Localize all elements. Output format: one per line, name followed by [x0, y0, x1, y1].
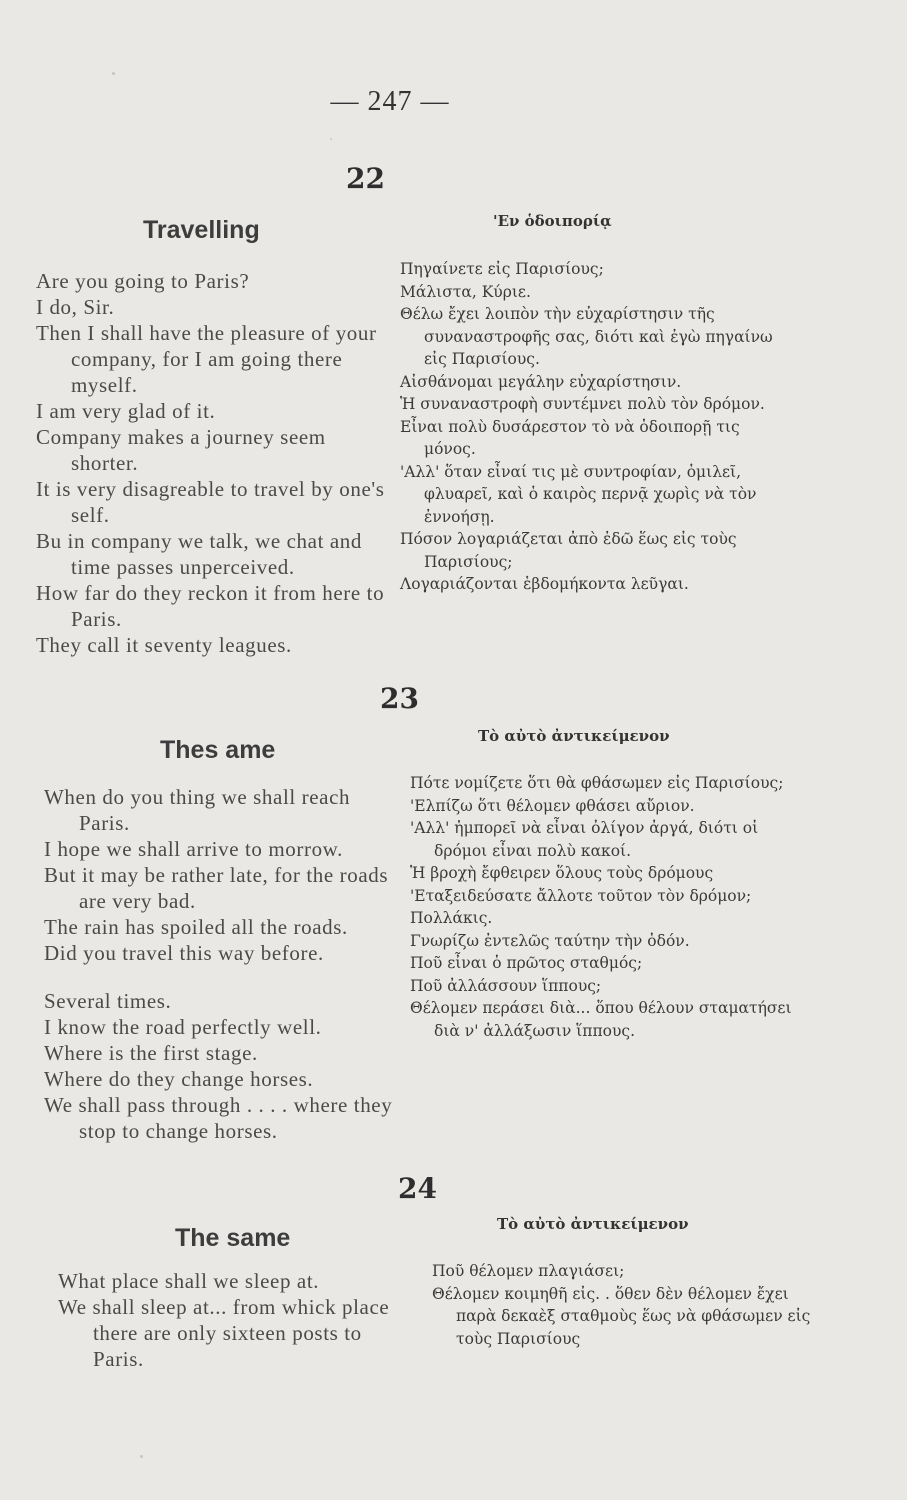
section-number-23: 23 — [380, 682, 419, 715]
greek-line: Θέλομεν περάσει διὰ... ὅπου θέλουν σταματήσει διὰ ν' ἀλλάξωσιν ἵππους. — [410, 999, 792, 1040]
greek-line: Ποῦ εἶναι ὁ πρῶτος σταθμός; — [410, 954, 643, 972]
english-line: How far do they reckon it from here to Paris. — [36, 581, 385, 631]
page-number: — 247 — — [330, 86, 450, 117]
english-line: Company makes a journey seem shorter. — [36, 425, 326, 475]
english-line: They call it seventy leagues. — [36, 633, 292, 657]
greek-line: Θέλω ἔχει λοιπὸν τὴν εὐχαρίστησιν τῆς συναναστροφῆς σας, διότι καὶ ἐγὼ πηγαίνω εἰς Παρισίους. — [400, 305, 773, 368]
english-line: Where is the first stage. — [44, 1041, 258, 1065]
english-lines-23 — [44, 784, 400, 1144]
english-line: I am very glad of it. — [36, 399, 216, 423]
greek-line: Πόσον λογαριάζεται ἀπὸ ἐδῶ ἕως εἰς τοὺς Παρισίους; — [400, 530, 737, 571]
section-title-english: The same — [175, 1224, 291, 1252]
greek-line: Ποῦ θέλομεν πλαγιάσει; — [432, 1262, 625, 1280]
section-title-greek: Τὸ αὐτὸ ἀντικείμενον — [478, 727, 670, 745]
english-line: Are you going to Paris? — [36, 269, 250, 293]
greek-lines-22 — [400, 258, 790, 596]
greek-line: 'Αλλ' ἠμπορεῖ νὰ εἶναι ὀλίγον ἀργά, διότι οἱ δρόμοι εἶναι πολὺ κακοί. — [410, 819, 759, 860]
english-line: Bu in company we talk, we chat and time passes unperceived. — [36, 529, 362, 579]
greek-line: Γνωρίζω ἐντελῶς ταύτην τὴν ὁδόν. — [410, 931, 690, 950]
english-line: The rain has spoiled all the roads. — [44, 915, 348, 939]
section-title-greek: Τὸ αὐτὸ ἀντικείμενον — [497, 1215, 689, 1233]
english-line: I do, Sir. — [36, 295, 115, 319]
english-lines-24 — [58, 1268, 410, 1372]
english-line: Then I shall have the pleasure of your company, for I am going there myself. — [36, 321, 377, 397]
section-title-english: Travelling — [143, 216, 260, 244]
english-line: Where do they change horses. — [44, 1067, 314, 1091]
english-line: We shall pass through . . . . where they stop to change horses. — [44, 1093, 393, 1143]
greek-line: Πολλάκις. — [410, 909, 493, 927]
greek-line: Θέλομεν κοιμηθῆ εἰς. . ὅθεν δὲν θέλομεν ἔχει παρὰ δεκαὲξ σταθμοὺς ἕως νὰ φθάσωμεν εἰς τοὺς Παρισίους — [432, 1284, 811, 1348]
english-line: It is very disagreable to travel by one's self. — [36, 477, 385, 527]
greek-line: Ἡ βροχὴ ἔφθειρεν ὅλους τοὺς δρόμους — [410, 864, 714, 882]
greek-line: Μάλιστα, Κύριε. — [400, 282, 531, 301]
english-line: Did you travel this way before. — [44, 941, 324, 965]
greek-line: Ἡ συναναστροφὴ συντέμνει πολὺ τὸν δρόμον. — [400, 395, 765, 413]
greek-line: 'Εταξειδεύσατε ἄλλοτε τοῦτον τὸν δρόμον; — [410, 886, 752, 905]
paper-speck — [140, 1455, 143, 1458]
english-line: What place shall we sleep at. — [58, 1269, 320, 1293]
greek-line: Εἶναι πολὺ δυσάρεστον τὸ νὰ ὁδοιπορῇ τις μόνος. — [400, 417, 740, 458]
greek-line: Λογαριάζονται ἑβδομήκοντα λεῦγαι. — [400, 575, 689, 593]
greek-line: Αἰσθάνομαι μεγάλην εὐχαρίστησιν. — [400, 372, 682, 391]
english-line: I know the road perfectly well. — [44, 1015, 322, 1039]
english-line: When do you thing we shall reach Paris. — [44, 785, 351, 835]
english-line: I hope we shall arrive to morrow. — [44, 837, 343, 861]
section-number-24: 24 — [398, 1172, 437, 1205]
greek-line: Πότε νομίζετε ὅτι θὰ φθάσωμεν εἰς Παρισίους; — [410, 774, 784, 792]
greek-line: Πηγαίνετε εἰς Παρισίους; — [400, 260, 604, 278]
english-line: We shall sleep at... from whick place there are only sixteen posts to Paris. — [58, 1295, 390, 1371]
greek-line: Ποῦ ἀλλάσσουν ἵππους; — [410, 976, 602, 995]
section-title-greek: 'Εν ὁδοιπορίᾳ — [493, 212, 612, 230]
greek-lines-24 — [432, 1260, 812, 1350]
greek-lines-23 — [410, 772, 798, 1042]
english-line: Several times. — [44, 989, 172, 1013]
section-number-22: 22 — [346, 162, 385, 195]
english-line: But it may be rather late, for the roads are very bad. — [44, 863, 389, 913]
english-lines-22 — [36, 268, 394, 658]
paper-speck — [330, 138, 332, 140]
section-title-english: Thes ame — [160, 736, 276, 764]
paper-speck — [112, 72, 115, 75]
greek-line: 'Αλλ' ὅταν εἶναί τις μὲ συντροφίαν, ὁμιλεῖ, φλυαρεῖ, καὶ ὁ καιρὸς περνᾷ χωρὶς νὰ τὸν ἐννοήσῃ. — [400, 462, 757, 526]
greek-line: 'Ελπίζω ὅτι θέλομεν φθάσει αὔριον. — [410, 796, 695, 815]
